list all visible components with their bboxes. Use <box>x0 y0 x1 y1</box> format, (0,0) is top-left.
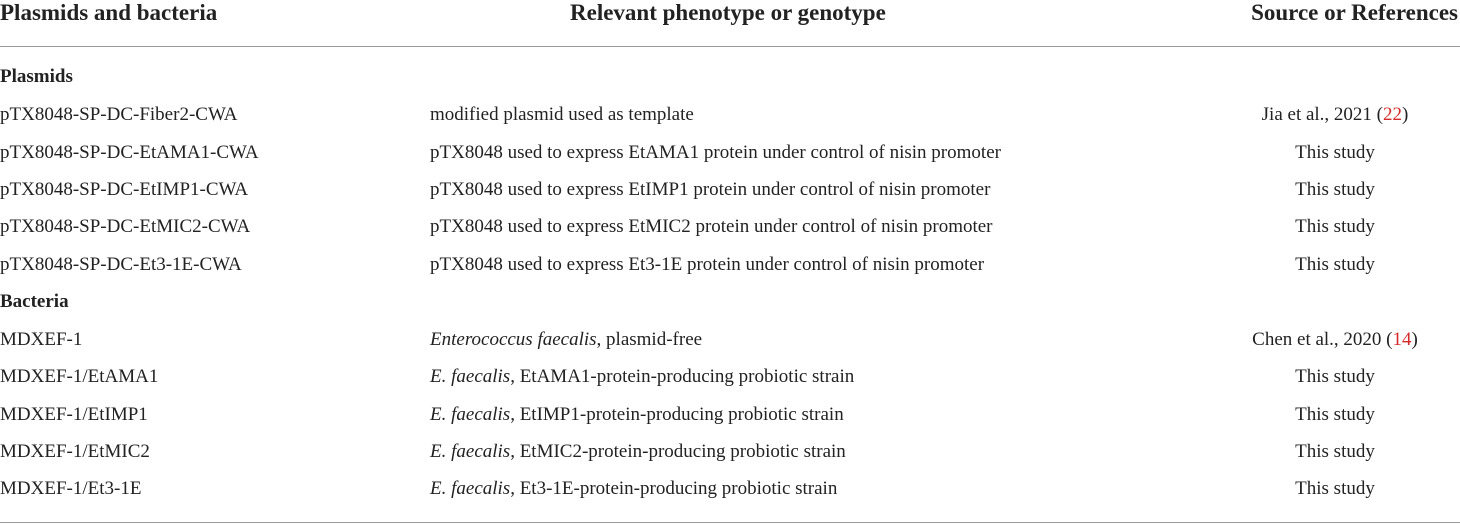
row-source: This study <box>1295 404 1375 425</box>
row-description: E. faecalis, EtIMP1-protein-producing probiotic strain <box>430 404 844 425</box>
row-source: This study <box>1295 441 1375 462</box>
row-description: pTX8048 used to express Et3-1E protein under control of nisin promoter <box>430 254 985 275</box>
table-row <box>0 366 1460 394</box>
table-row <box>0 404 1460 432</box>
row-description: Enterococcus faecalis, plasmid-free <box>430 329 703 350</box>
row-name: pTX8048-SP-DC-Fiber2-CWA <box>0 104 238 125</box>
table-row <box>0 478 1460 506</box>
row-description: E. faecalis, EtAMA1-protein-producing probiotic strain <box>430 366 855 387</box>
section-label: Bacteria <box>0 291 69 312</box>
row-description: pTX8048 used to express EtIMP1 protein under control of nisin promoter <box>430 179 991 200</box>
table-row <box>0 441 1460 469</box>
row-description: pTX8048 used to express EtMIC2 protein under control of nisin promoter <box>430 216 993 237</box>
row-source: This study <box>1295 254 1375 275</box>
row-source: Chen et al., 2020 (14) <box>1252 329 1418 350</box>
row-name: MDXEF-1/EtAMA1 <box>0 366 159 387</box>
row-name: pTX8048-SP-DC-EtAMA1-CWA <box>0 142 259 163</box>
row-description: E. faecalis, EtMIC2-protein-producing probiotic strain <box>430 441 846 462</box>
table-row <box>0 179 1460 207</box>
table-row <box>0 216 1460 244</box>
header-phenotype-genotype: Relevant phenotype or genotype <box>570 0 886 25</box>
row-name: MDXEF-1/EtIMP1 <box>0 404 148 425</box>
header-divider <box>0 46 1460 47</box>
row-name: MDXEF-1/Et3-1E <box>0 478 142 499</box>
table-row <box>0 254 1460 282</box>
table-row <box>0 104 1460 132</box>
section-title-bacteria <box>0 291 1460 319</box>
table-row <box>0 142 1460 170</box>
row-source: This study <box>1295 478 1375 499</box>
header-source-references: Source or References <box>1251 0 1458 25</box>
reference-link[interactable]: 14 <box>1392 329 1412 350</box>
row-source: This study <box>1295 142 1375 163</box>
row-source: This study <box>1295 179 1375 200</box>
row-description: pTX8048 used to express EtAMA1 protein under control of nisin promoter <box>430 142 1001 163</box>
reference-link[interactable]: 22 <box>1383 104 1403 125</box>
section-title-plasmids <box>0 66 1460 94</box>
table-row <box>0 329 1460 357</box>
row-name: MDXEF-1/EtMIC2 <box>0 441 150 462</box>
row-name: pTX8048-SP-DC-EtMIC2-CWA <box>0 216 251 237</box>
header-plasmids-bacteria: Plasmids and bacteria <box>0 0 218 25</box>
row-description: modified plasmid used as template <box>430 104 694 125</box>
row-source: Jia et al., 2021 (22) <box>1261 104 1409 125</box>
table-bottom-divider <box>0 522 1460 523</box>
row-description: E. faecalis, Et3-1E-protein-producing probiotic strain <box>430 478 838 499</box>
table-header <box>0 0 1460 30</box>
row-name: pTX8048-SP-DC-EtIMP1-CWA <box>0 179 249 200</box>
row-source: This study <box>1295 366 1375 387</box>
row-name: pTX8048-SP-DC-Et3-1E-CWA <box>0 254 242 275</box>
row-source: This study <box>1295 216 1375 237</box>
row-name: MDXEF-1 <box>0 329 83 350</box>
section-label: Plasmids <box>0 66 73 87</box>
